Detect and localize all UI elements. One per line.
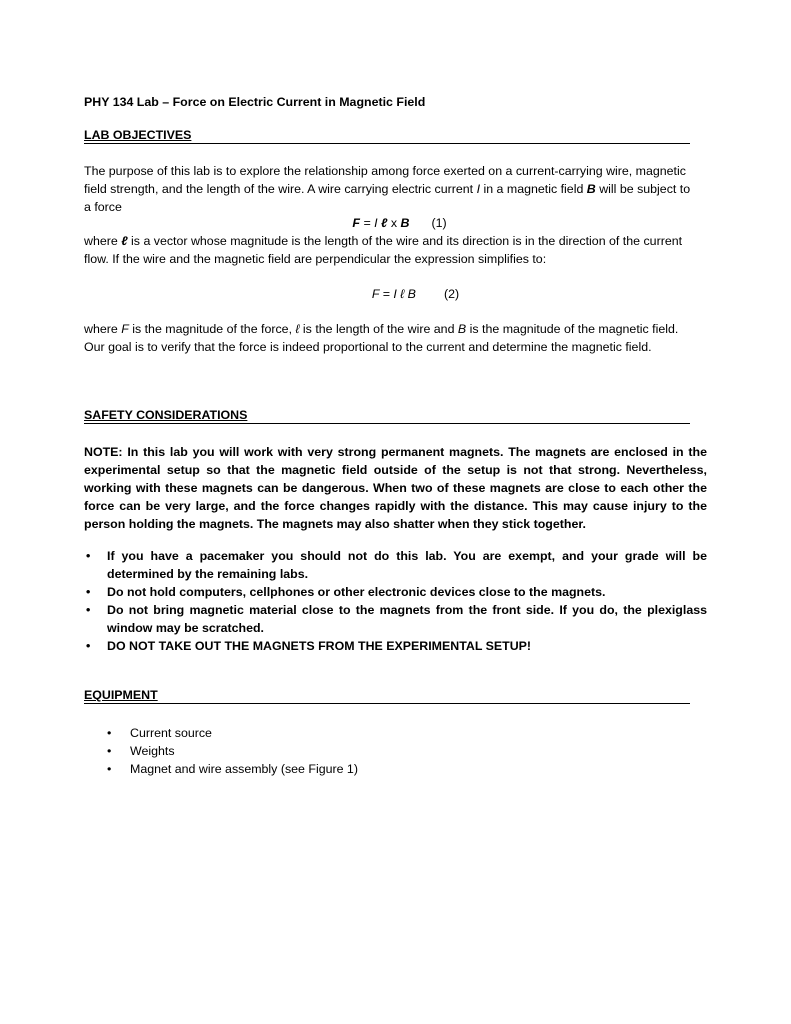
bullet-icon: • bbox=[107, 726, 112, 740]
p1-text-c: will be subject to a force bbox=[84, 182, 691, 214]
list-item-text: Do not hold computers, cellphones or other electronic devices close to the magnets. bbox=[107, 585, 606, 599]
section-heading-equipment bbox=[84, 688, 690, 704]
objectives-paragraph-3 bbox=[84, 320, 694, 356]
symbol-field-vector: B bbox=[586, 182, 596, 196]
symbol-current: I bbox=[476, 182, 481, 196]
list-item bbox=[86, 547, 707, 583]
p3-text-c: is the length of the wire and bbox=[299, 322, 458, 336]
p3-text-d: is the magnitude of the magnetic field. Our goal is to verify that the force is indeed proportional to the current and determine the magnetic field. bbox=[84, 322, 679, 354]
p3-text-b: is the magnitude of the force, bbox=[128, 322, 296, 336]
bullet-icon: • bbox=[86, 549, 91, 563]
page-title: PHY 134 Lab – Force on Electric Current in Magnetic Field bbox=[84, 95, 426, 109]
eq1-cross: x bbox=[387, 216, 401, 230]
safety-heading-text: SAFETY CONSIDERATIONS bbox=[84, 408, 248, 422]
p2-text-b: is a vector whose magnitude is the length of the wire and its direction is in the direction of the current flow. If the wire and the magnetic field are perpendicular the expression simplifies to: bbox=[84, 234, 683, 266]
eq2-expression: F = I ℓ B bbox=[371, 287, 416, 301]
list-item bbox=[107, 742, 530, 760]
list-item-text: Magnet and wire assembly (see Figure 1) bbox=[130, 762, 358, 776]
p1-text-a: The purpose of this lab is to explore the relationship among force exerted on a current-carrying wire, magnetic field strength, and the length of the wire. A wire carrying electric current bbox=[84, 164, 686, 196]
objectives-heading-text: LAB OBJECTIVES bbox=[84, 128, 192, 142]
safety-note: NOTE: In this lab you will work with very strong permanent magnets. The magnets are enclosed in the experimental setup so that the magnetic field outside of the setup is not that strong. Nevertheless, working with these magnets can be dangerous. When two of these magnets are close to each other the force can be very large, and the force changes rapidly with the distance. This may cause injury to the person holding the magnets. The magnets may also shatter when they stick together. bbox=[84, 445, 707, 531]
p3-length-symbol: ℓ bbox=[295, 322, 300, 336]
eq1-current-symbol: = I bbox=[359, 216, 381, 230]
bullet-icon: • bbox=[86, 603, 91, 617]
p1-text-b: in a magnetic field bbox=[480, 182, 587, 196]
p2-text-a: where bbox=[84, 234, 122, 248]
eq2-number: (2) bbox=[443, 287, 460, 301]
list-item-text: Do not bring magnetic material close to the magnets from the front side. If you do, the plexiglass window may be scratched. bbox=[107, 603, 707, 635]
bullet-icon: • bbox=[86, 639, 91, 653]
list-item bbox=[107, 760, 530, 778]
safety-bullet-list bbox=[86, 547, 707, 655]
list-item bbox=[86, 637, 707, 655]
p3-field-symbol: B bbox=[457, 322, 467, 336]
list-item bbox=[86, 601, 707, 637]
equation-1 bbox=[0, 214, 791, 232]
section-heading-safety bbox=[84, 408, 690, 424]
p2-length-symbol: ℓ bbox=[121, 234, 128, 248]
eq1-force-symbol: F bbox=[352, 216, 360, 230]
bullet-icon: • bbox=[86, 585, 91, 599]
list-item bbox=[107, 724, 530, 742]
objectives-paragraph-1 bbox=[84, 162, 694, 216]
list-item-text: DO NOT TAKE OUT THE MAGNETS FROM THE EXPERIMENTAL SETUP! bbox=[107, 639, 532, 653]
eq1-field-symbol: B bbox=[400, 216, 410, 230]
eq1-number: (1) bbox=[431, 216, 447, 230]
equipment-list bbox=[107, 724, 530, 778]
eq1-length-symbol: ℓ bbox=[380, 216, 388, 230]
list-item-text: Weights bbox=[130, 744, 175, 758]
p3-force-symbol: F bbox=[121, 322, 129, 336]
list-item bbox=[86, 583, 707, 601]
bullet-icon: • bbox=[107, 744, 112, 758]
p3-text-a: where bbox=[84, 322, 122, 336]
bullet-icon: • bbox=[107, 762, 112, 776]
list-item-text: If you have a pacemaker you should not do this lab. You are exempt, and your grade will be determined by the remaining labs. bbox=[107, 549, 707, 581]
section-heading-objectives bbox=[84, 128, 690, 144]
equipment-heading-text: EQUIPMENT bbox=[84, 688, 158, 702]
equation-2 bbox=[0, 285, 791, 303]
list-item-text: Current source bbox=[130, 726, 212, 740]
objectives-paragraph-2 bbox=[84, 232, 694, 268]
